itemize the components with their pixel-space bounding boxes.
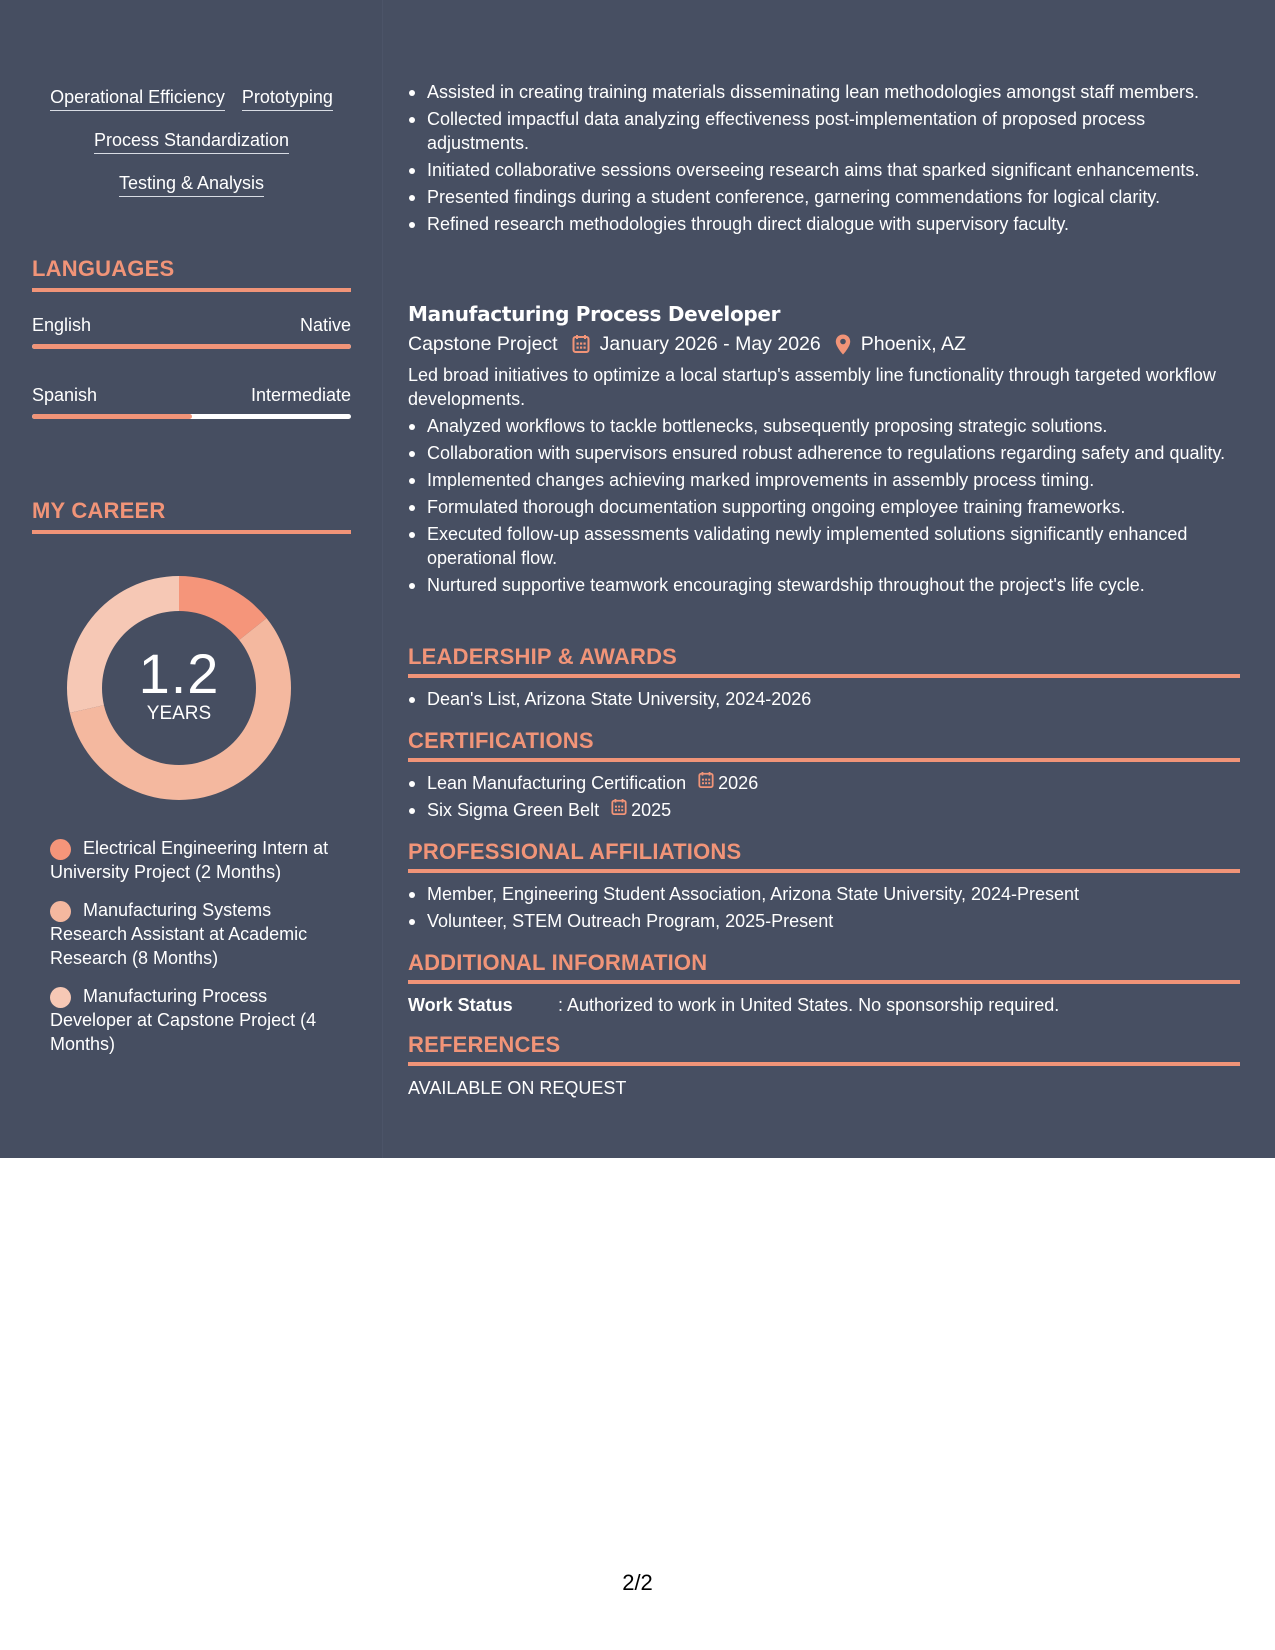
list-item: Nurtured supportive teamwork encouraging stewardship throughout the project's life cycle. (408, 573, 1240, 597)
work-status-value: : Authorized to work in United States. No sponsorship required. (558, 995, 1060, 1015)
list-item: Implemented changes achieving marked improvements in assembly process timing. (408, 468, 1240, 492)
language-bar-english (32, 344, 351, 349)
job-location: Phoenix, AZ (860, 333, 966, 355)
legend-dot (50, 901, 71, 922)
leadership-list (408, 687, 1240, 711)
language-name: English (32, 315, 92, 335)
list-item: Dean's List, Arizona State University, 2024-2026 (408, 687, 1240, 711)
list-item: Volunteer, STEM Outreach Program, 2025-Present (408, 909, 1240, 933)
list-item: Executed follow-up assessments validating newly implemented solutions significantly enhanced operational flow. (408, 522, 1240, 570)
certifications-list (408, 771, 1240, 822)
certification-name: Lean Manufacturing Certification (427, 773, 687, 793)
donut-center (62, 571, 296, 805)
language-bar-fill (32, 344, 351, 349)
language-level: Native (299, 315, 351, 335)
list-item: Member, Engineering Student Association, Arizona State University, 2024-Present (408, 882, 1240, 906)
skill-tag: Testing & Analysis (119, 172, 264, 197)
calendar-icon (572, 334, 590, 354)
language-bar-fill (32, 414, 192, 419)
list-item: Refined research methodologies through direct dialogue with supervisory faculty. (408, 212, 1240, 236)
skill-tag: Process Standardization (94, 129, 289, 154)
sidebar (0, 0, 383, 1158)
affiliations-section (408, 839, 1240, 933)
certification-year: 2025 (631, 800, 672, 820)
job-title: Manufacturing Process Developer (408, 302, 781, 326)
career-legend-item (50, 898, 340, 970)
certifications-heading: CERTIFICATIONS (408, 728, 1240, 762)
career-legend-text: Manufacturing Process Developer at Capstone Project (4 Months) (50, 986, 317, 1054)
language-row-english (32, 314, 351, 336)
legend-dot (50, 987, 71, 1008)
skill-tag: Operational Efficiency (50, 86, 225, 111)
references-heading: REFERENCES (408, 1032, 1240, 1066)
certifications-section (408, 728, 1240, 822)
certification-date (611, 798, 671, 822)
previous-job-bullets (408, 80, 1240, 236)
career-legend-text: Manufacturing Systems Research Assistant at Academic Research (8 Months) (50, 900, 308, 968)
leadership-section (408, 644, 1240, 711)
languages-heading: LANGUAGES (32, 256, 351, 292)
job-entry (408, 301, 1240, 597)
job-bullets (408, 414, 1240, 597)
career-legend (50, 836, 340, 1070)
leadership-heading: LEADERSHIP & AWARDS (408, 644, 1240, 678)
career-donut-chart (62, 571, 296, 805)
certification-year: 2026 (718, 773, 759, 793)
calendar-icon (611, 798, 631, 822)
job-company: Capstone Project (408, 333, 558, 355)
list-item: Presented findings during a student conference, garnering commendations for logical clarity. (408, 185, 1240, 209)
skill-tag: Prototyping (242, 86, 333, 111)
skills-list (32, 86, 351, 197)
career-legend-item (50, 984, 340, 1056)
location-pin-icon (835, 334, 851, 355)
references-section (408, 1032, 1240, 1100)
page-number: 2/2 (622, 1570, 653, 1595)
list-item: Formulated thorough documentation supporting ongoing employee training frameworks. (408, 495, 1240, 519)
list-item: Collected impactful data analyzing effectiveness post-implementation of proposed process adjustments. (408, 107, 1240, 155)
list-item: Initiated collaborative sessions overseeing research aims that sparked significant enhancements. (408, 158, 1240, 182)
affiliations-heading: PROFESSIONAL AFFILIATIONS (408, 839, 1240, 873)
main-column (408, 0, 1240, 1158)
legend-dot (50, 839, 71, 860)
language-bar-spanish (32, 414, 351, 419)
language-level: Intermediate (250, 385, 351, 405)
list-item (408, 771, 1240, 795)
work-status-label: Work Status (408, 995, 513, 1015)
certification-name: Six Sigma Green Belt (427, 800, 600, 820)
job-dates: January 2026 - May 2026 (599, 333, 821, 355)
calendar-icon (698, 771, 718, 795)
career-legend-item (50, 836, 340, 884)
list-item: Analyzed workflows to tackle bottlenecks, subsequently proposing strategic solutions. (408, 414, 1240, 438)
job-description: Led broad initiatives to optimize a local startup's assembly line functionality through targeted workflow developments. (408, 365, 1216, 409)
list-item: Collaboration with supervisors ensured robust adherence to regulations regarding safety and quality. (408, 441, 1240, 465)
job-meta (408, 331, 1240, 357)
affiliations-list (408, 882, 1240, 933)
career-legend-text: Electrical Engineering Intern at University Project (2 Months) (50, 838, 329, 882)
additional-info-heading: ADDITIONAL INFORMATION (408, 950, 1240, 984)
work-status-row (408, 993, 1240, 1017)
career-total-value: 1.2 (138, 642, 220, 705)
references-text: AVAILABLE ON REQUEST (408, 1078, 627, 1098)
certification-date (698, 771, 758, 795)
additional-info-section (408, 950, 1240, 1017)
career-total-unit: YEARS (146, 703, 212, 724)
language-name: Spanish (32, 385, 98, 405)
list-item: Assisted in creating training materials disseminating lean methodologies amongst staff members. (408, 80, 1240, 104)
career-heading: MY CAREER (32, 498, 351, 534)
list-item (408, 798, 1240, 822)
language-row-spanish (32, 384, 351, 406)
